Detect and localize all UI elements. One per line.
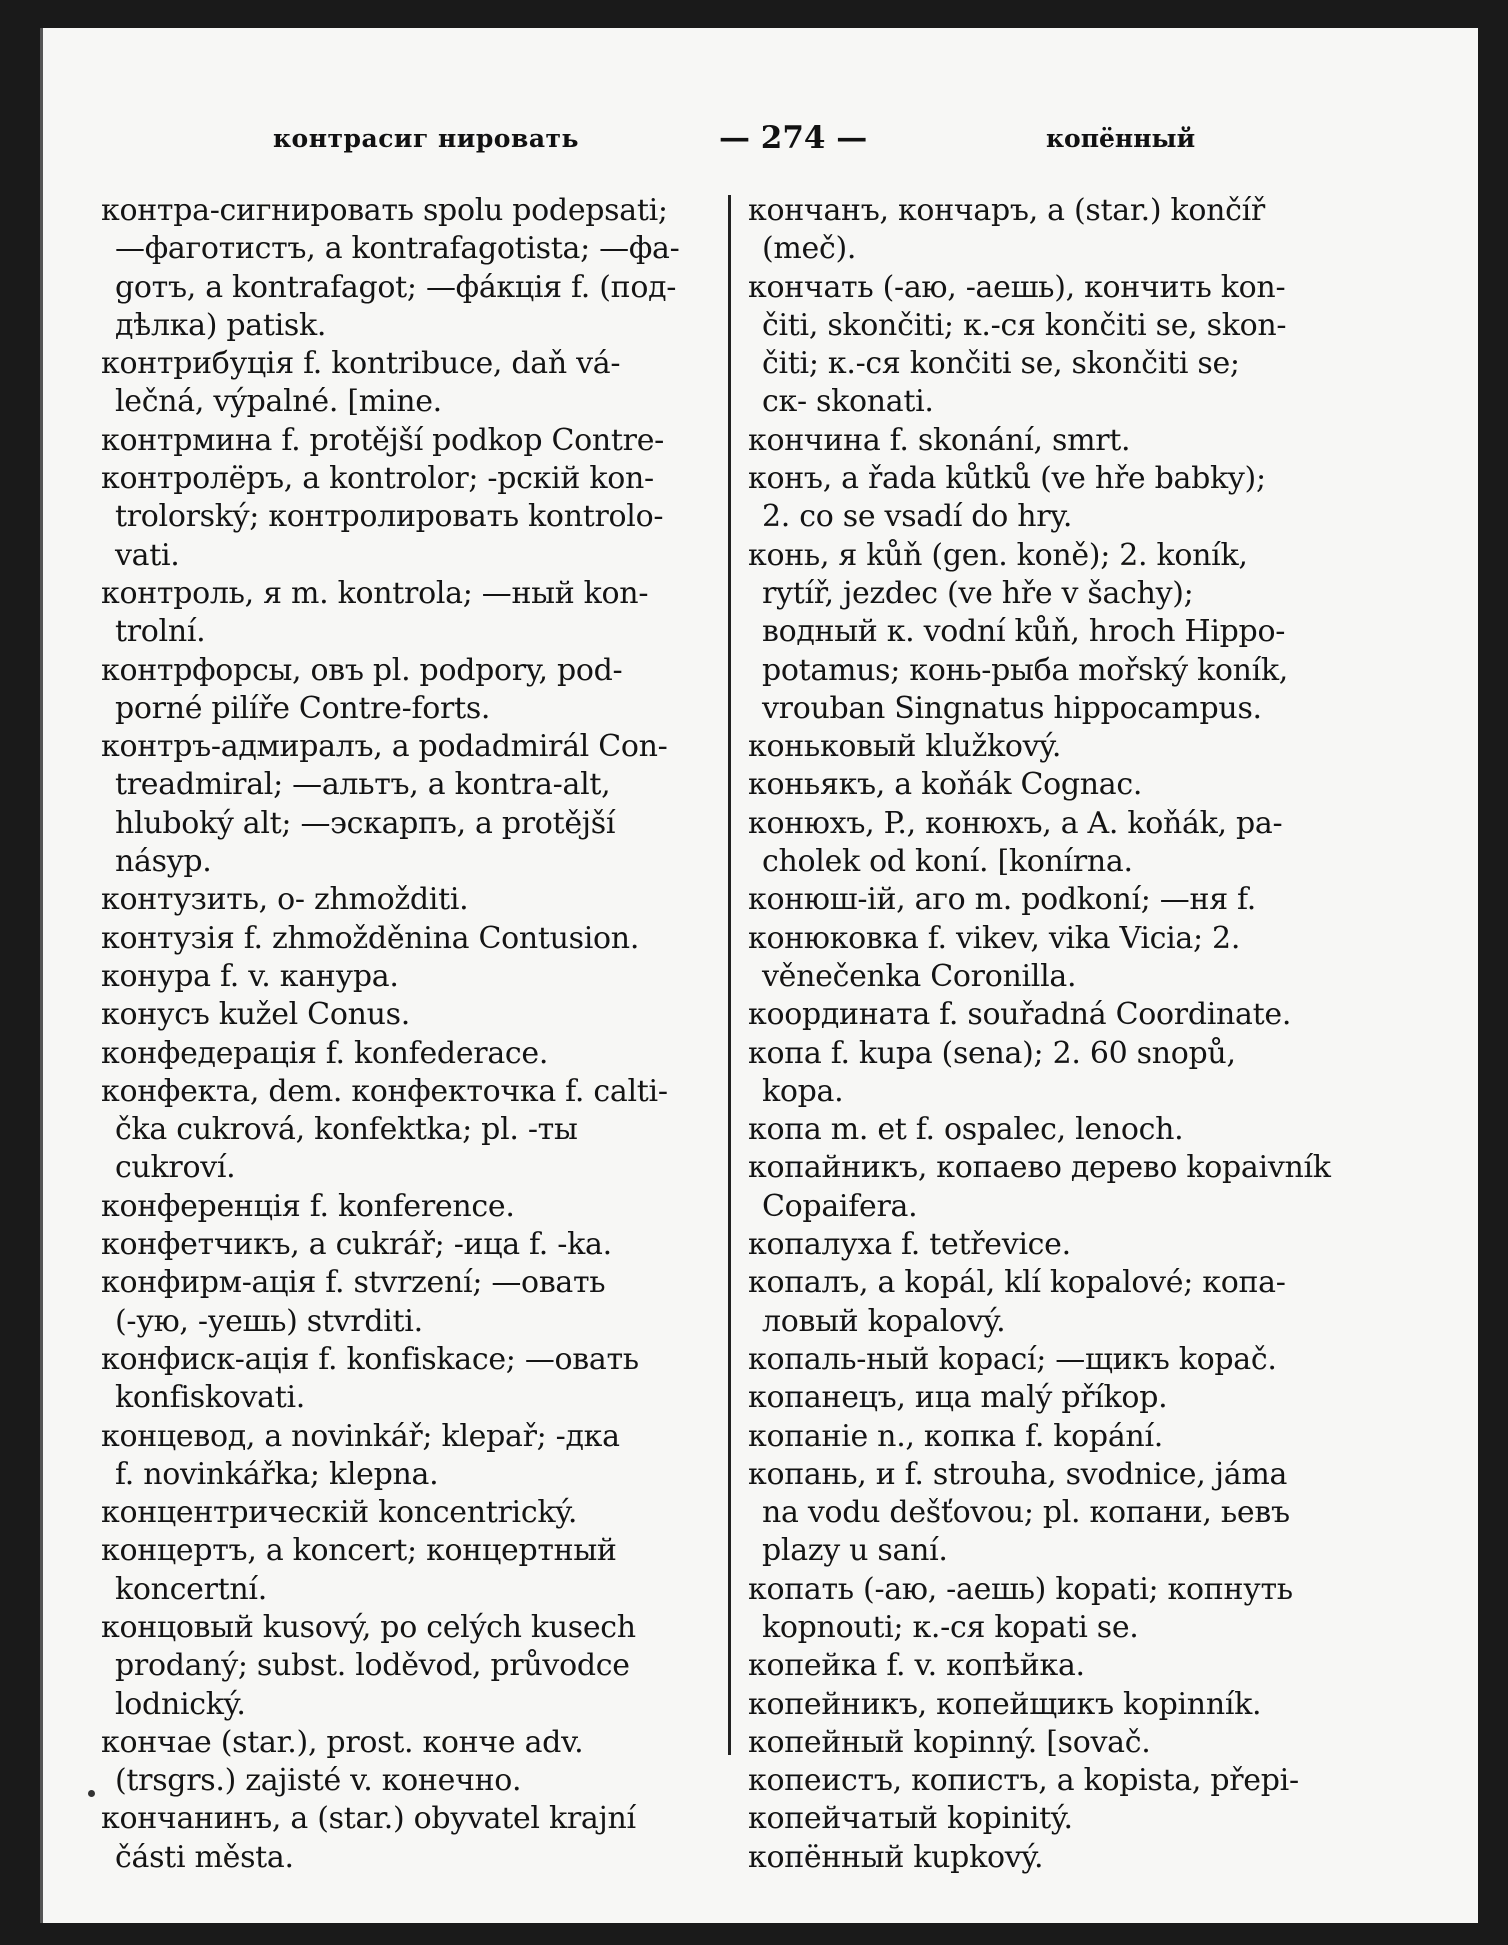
entry-line: конура f. v. канура. xyxy=(101,958,399,994)
entry-line: конфиск-ація f. konfiskace; —овать xyxy=(101,1341,639,1377)
entry-line: kopa. xyxy=(762,1073,844,1109)
entry-line: potamus; конь-рыба mořský koník, xyxy=(762,652,1289,688)
entry-line: копать (-аю, -аешь) kopati; копнуть xyxy=(748,1571,1293,1607)
entry-line: hluboký alt; —эскарпъ, a protější xyxy=(115,805,616,841)
entry-line: lodnický. xyxy=(115,1686,246,1722)
entry-line: копалъ, a kopál, klí kopalové; копа- xyxy=(748,1265,1286,1301)
entry-line: (meč). xyxy=(762,231,857,267)
entry-line: —фаготистъ, a kontrafagotista; —фа- xyxy=(115,231,680,267)
entry-line: cholek od koní. [konírna. xyxy=(762,844,1133,880)
entry-line: контра-сигнировать spolu podepsati; xyxy=(101,193,668,228)
entry-line: контролёръ, a kontrolor; -рскій kon- xyxy=(101,461,654,497)
entry-line: trolní. xyxy=(115,614,206,650)
entry-line: конусъ kužel Conus. xyxy=(101,997,410,1033)
left-column xyxy=(101,192,726,1877)
entry-line: конюш-ій, аго m. podkoní; —ня f. xyxy=(748,882,1257,918)
entry-line: копейка f. v. копѣйка. xyxy=(748,1648,1085,1684)
entry-line: копайникъ, копаево дерево kopaivník xyxy=(748,1150,1331,1186)
entry-line: prodaný; subst. loděvod, průvodce xyxy=(115,1648,630,1684)
entry-line: (-ую, -уешь) stvrditi. xyxy=(115,1303,423,1339)
entry-line: коньковый klužkový. xyxy=(748,729,1062,765)
print-speck xyxy=(88,1790,95,1797)
entry-line: копеистъ, копистъ, a kopista, přepi- xyxy=(748,1763,1299,1799)
entry-line: контръ-адмиралъ, a podadmirál Con- xyxy=(101,729,668,765)
entry-line: čiti; к.-ся končiti se, skončiti se; xyxy=(762,346,1240,382)
entry-line: f. novinkářka; klepna. xyxy=(115,1456,439,1492)
entry-line: кончае (star.), prost. конче adv. xyxy=(101,1724,584,1760)
entry-line: porné pilíře Contre-forts. xyxy=(115,690,491,726)
entry-line: копанецъ, ица malý příkop. xyxy=(748,1380,1168,1416)
entry-line: копейный kopinný. [sovač. xyxy=(748,1724,1151,1760)
entry-line: копаль-ный kopací; —щикъ kopač. xyxy=(748,1341,1277,1377)
entry-line: části města. xyxy=(115,1839,294,1875)
entry-line: čka cukrová, konfektka; pl. -ты xyxy=(115,1112,578,1148)
entry-line: водный к. vodní kůň, hroch Hippo- xyxy=(762,614,1286,650)
entry-line: конфетчикъ, a cukrář; -ица f. -ka. xyxy=(101,1227,612,1263)
entry-line: lečná, výpalné. [mine. xyxy=(115,384,442,420)
entry-line: čiti, skončiti; к.-ся končiti se, skon- xyxy=(762,307,1287,343)
right-column xyxy=(748,192,1403,1877)
header-last-entry: копённый xyxy=(1046,124,1196,153)
entry-line: контроль, я m. kontrola; —ный kon- xyxy=(101,575,649,611)
entry-line: kopnouti; к.-ся kopati se. xyxy=(762,1609,1139,1645)
entry-line: копа f. kupa (sena); 2. 60 snopů, xyxy=(748,1035,1236,1071)
entry-line: koncertní. xyxy=(115,1571,267,1607)
entry-line: копа m. et f. ospalec, lenoch. xyxy=(748,1112,1184,1148)
entry-line: концентрическій koncentrický. xyxy=(101,1495,578,1531)
entry-line: копённый kupkový. xyxy=(748,1839,1044,1875)
entry-line: контузить, о- zhmožditi. xyxy=(101,882,469,918)
column-divider xyxy=(728,195,731,1755)
entry-line: násyp. xyxy=(115,844,212,880)
entry-line: конференція f. konference. xyxy=(101,1188,515,1224)
entry-line: контрфорсы, овъ pl. podpory, pod- xyxy=(101,652,623,688)
entry-line: конъ, a řada kůtků (ve hře babky); xyxy=(748,461,1266,497)
entry-line: vrouban Singnatus hippocampus. xyxy=(762,690,1262,726)
entry-line: vati. xyxy=(115,537,180,573)
entry-line: конюковка f. vikev, vika Vicia; 2. xyxy=(748,920,1241,956)
entry-line: копань, и f. strouha, svodnice, jáma xyxy=(748,1456,1288,1492)
entry-line: контузія f. zhmožděnina Contusion. xyxy=(101,920,640,956)
entry-line: кончина f. skonání, smrt. xyxy=(748,422,1131,458)
entry-line: Copaifera. xyxy=(762,1188,918,1224)
entry-line: концевод, a novinkář; klepař; -дка xyxy=(101,1418,620,1454)
page-number: — 274 — xyxy=(719,120,868,156)
entry-line: коньякъ, a koňák Cognac. xyxy=(748,767,1143,803)
entry-line: кончанинъ, a (star.) obyvatel krajní xyxy=(101,1801,636,1837)
entry-line: věnečenka Coronilla. xyxy=(762,958,1077,994)
entry-line: ловый kopalový. xyxy=(762,1303,1006,1339)
entry-line: (trsgrs.) zajisté v. конечно. xyxy=(115,1763,522,1799)
entry-line: конфекта, dem. конфекточка f. calti- xyxy=(101,1073,668,1109)
entry-line: копаніе n., копка f. kopání. xyxy=(748,1418,1163,1454)
entry-line: копейчатый kopinitý. xyxy=(748,1801,1073,1837)
entry-line: копейникъ, копейщикъ kopinník. xyxy=(748,1686,1262,1722)
entry-line: plazy u saní. xyxy=(762,1533,948,1569)
entry-line: копалуха f. tetřevice. xyxy=(748,1227,1071,1263)
entry-line: treadmiral; —альтъ, a kontra-alt, xyxy=(115,767,611,803)
entry-line: контрмина f. protější podkop Contre- xyxy=(101,422,664,458)
entry-line: дѣлка) patisk. xyxy=(115,307,327,343)
entry-line: trolorský; контролировать kontrolo- xyxy=(115,499,664,535)
entry-line: ск- skonati. xyxy=(762,384,934,420)
entry-line: gотъ, a kontrafagot; —фа́кція f. (под- xyxy=(115,269,677,305)
entry-line: конь, я kůň (gen. koně); 2. koník, xyxy=(748,537,1248,573)
entry-line: конюхъ, P., конюхъ, a A. koňák, pa- xyxy=(748,805,1283,841)
entry-line: rytíř, jezdec (ve hře v šachy); xyxy=(762,575,1194,611)
entry-line: контрибуція f. kontribuce, daň vá- xyxy=(101,346,621,382)
entry-line: konfiskovati. xyxy=(115,1380,306,1416)
header-first-entry: контрасиг нировать xyxy=(273,124,580,153)
entry-line: концертъ, a koncert; концертный xyxy=(101,1533,617,1569)
entry-line: координата f. souřadná Coordinate. xyxy=(748,997,1292,1033)
entry-line: конфедерація f. konfederace. xyxy=(101,1035,549,1071)
page-header xyxy=(43,120,1478,160)
entry-line: концовый kusový, po celých kusech xyxy=(101,1609,636,1645)
entry-line: cukroví. xyxy=(115,1150,236,1186)
entry-line: 2. co se vsadí do hry. xyxy=(762,499,1073,535)
entry-line: na vodu dešťovou; pl. копани, ьевъ xyxy=(762,1495,1290,1531)
entry-line: кончать (-аю, -аешь), кончить kon- xyxy=(748,269,1286,305)
entry-line: кончанъ, кончаръ, a (star.) končíř xyxy=(748,193,1265,228)
entry-line: конфирм-ація f. stvrzení; —овать xyxy=(101,1265,606,1301)
